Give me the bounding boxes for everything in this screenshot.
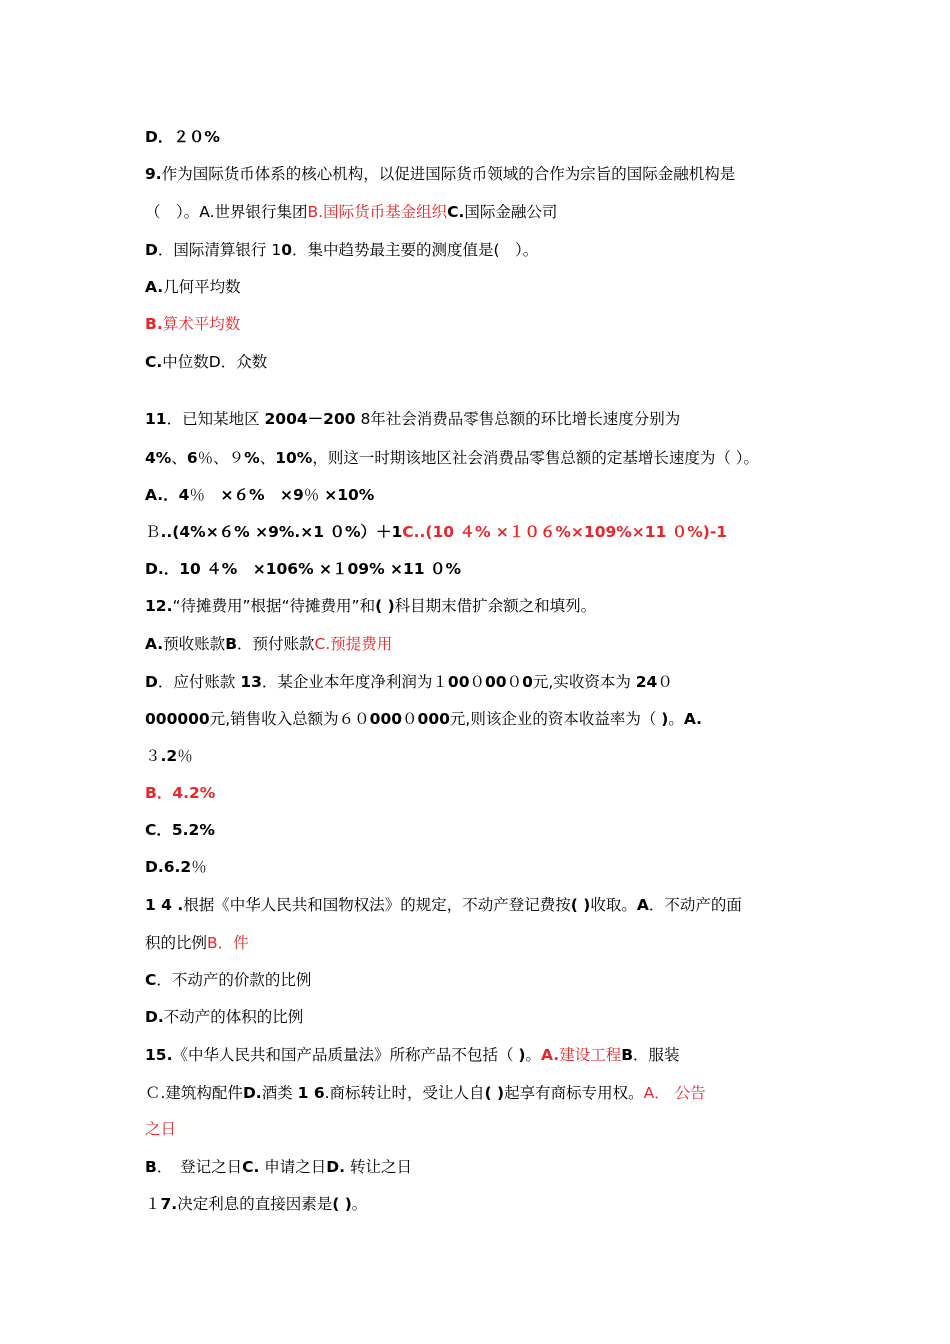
text-segment: 6 <box>186 449 198 467</box>
text-line <box>145 126 825 148</box>
text-segment: 元,销售收入总额为６０ <box>209 710 370 728</box>
text-line <box>145 1118 825 1140</box>
text-segment: 科目期末借扩余额之和填列。 <box>394 597 597 615</box>
text-line <box>145 276 825 298</box>
text-segment: 预收账款 <box>163 635 226 653</box>
text-segment: ． 登记之日 <box>156 1158 243 1176</box>
text-segment: A <box>636 896 649 914</box>
text-segment: Ｃ.建筑构配件 <box>145 1084 243 1102</box>
text-segment: 2004－200 <box>264 410 356 428</box>
text-segment: A. <box>683 710 703 728</box>
text-line <box>145 782 825 804</box>
text-segment: D．众数 <box>208 353 268 371</box>
text-line <box>145 1006 825 1028</box>
text-segment: ．集中趋势最主要的测度值是( ）。 <box>291 241 539 259</box>
text-segment: 9. <box>145 165 162 183</box>
text-segment: 11 <box>145 410 167 428</box>
text-segment: 之日 <box>145 1120 177 1138</box>
text-segment: ( ) <box>484 1084 505 1102</box>
text-line <box>145 671 825 693</box>
text-segment: D. <box>242 1084 262 1102</box>
text-segment: 申请之日 <box>259 1158 327 1176</box>
text-segment: ．服装 <box>633 1046 680 1064</box>
text-line <box>145 408 825 430</box>
text-segment: 00 <box>485 673 507 691</box>
text-segment: D. <box>145 1008 164 1026</box>
text-segment: ) <box>661 710 669 728</box>
text-segment: A. <box>541 1046 560 1064</box>
text-line <box>145 1082 825 1104</box>
text-segment: 几何平均数 <box>163 278 241 296</box>
text-segment: D.．10 ４% ×106% ×１09% ×11 ０% <box>145 560 461 578</box>
text-segment: C. <box>242 1158 260 1176</box>
text-segment: ×６% ×9 <box>220 486 304 504</box>
text-line <box>145 201 825 223</box>
text-line <box>145 239 825 261</box>
text-segment: 1 4 . <box>145 896 184 914</box>
text-line <box>145 595 825 617</box>
text-segment: A． 公告 <box>643 1084 706 1102</box>
text-segment: 1 <box>271 241 282 259</box>
text-segment: ( ) <box>375 597 395 615</box>
text-segment: ．不动产的价款的比例 <box>156 971 312 989</box>
text-segment: A. <box>199 203 215 221</box>
text-segment: ) <box>518 1046 526 1064</box>
text-segment: D. <box>326 1158 346 1176</box>
text-segment: D．２０% <box>145 128 220 146</box>
text-segment: A. <box>145 278 164 296</box>
text-segment: B．件 <box>207 934 249 952</box>
text-segment: 根据《中华人民共和国物权法》的规定，不动产登记费按 <box>183 896 571 914</box>
text-segment: ％ <box>177 747 193 765</box>
text-segment: B. <box>145 315 163 333</box>
text-segment: 建设工程 <box>559 1046 622 1064</box>
text-segment: 。 <box>668 710 684 728</box>
text-segment: 0 <box>522 673 533 691</box>
text-segment: ×10% <box>324 486 375 504</box>
text-segment: ．预付账款 <box>237 635 315 653</box>
text-segment: 000 <box>417 710 450 728</box>
text-segment: C <box>145 971 157 989</box>
text-segment: ３ <box>145 747 161 765</box>
text-segment: （ ）。 <box>145 203 200 221</box>
text-segment: ．不动产的面 <box>648 896 742 914</box>
text-line <box>145 894 825 916</box>
text-segment: ..(4%×６% ×9%.×1 ０%）＋1 <box>160 523 403 541</box>
text-segment: 、 <box>259 449 276 467</box>
text-segment: A. <box>145 635 164 653</box>
text-segment: ０ <box>402 710 418 728</box>
text-segment: Ｂ <box>145 523 161 541</box>
text-line <box>145 1044 825 1066</box>
text-line <box>145 708 825 730</box>
text-line <box>145 856 825 878</box>
text-segment: 元,实收资本为 <box>532 673 636 691</box>
text-segment: C. <box>145 353 163 371</box>
text-segment: 。 <box>525 1046 542 1064</box>
text-segment: ％、９ <box>197 449 245 467</box>
text-segment: 8年社会消费品零售总额的环比增长速度分别为 <box>355 410 681 428</box>
text-segment: ．国际清算银行 <box>157 241 272 259</box>
text-segment: ０ <box>506 673 523 691</box>
text-segment: C. <box>447 203 465 221</box>
text-segment: B <box>145 1158 157 1176</box>
text-line <box>145 313 825 335</box>
text-line <box>145 1156 825 1178</box>
text-segment: 13 <box>240 673 262 691</box>
text-segment: ％ <box>191 858 207 876</box>
text-segment: “待摊费用”根据“待摊费用”和 <box>172 597 376 615</box>
text-segment: 预提费用 <box>330 635 393 653</box>
text-line <box>145 447 825 469</box>
text-segment: % <box>244 449 260 467</box>
text-segment: ．某企业本年度净利润为１ <box>261 673 448 691</box>
text-segment: 收取。 <box>590 896 637 914</box>
text-segment: ，则这一时期该地区社会消费品零售总额的定基增长速度为（ ）。 <box>312 449 759 467</box>
text-segment: ．应付账款 <box>157 673 241 691</box>
text-segment: D <box>145 241 158 259</box>
text-segment: 《中华人民共和国产品质量法》所称产品不包括（ <box>172 1046 519 1064</box>
text-segment: 算术平均数 <box>162 315 241 333</box>
text-segment: 10% <box>275 449 313 467</box>
text-segment: 0 <box>281 241 292 259</box>
text-segment: B <box>225 635 238 653</box>
text-line <box>145 633 825 655</box>
text-line <box>145 351 825 373</box>
text-segment: 00 <box>447 673 470 691</box>
text-segment: 作为国际货币体系的核心机构，以促进国际货币领域的合作为宗旨的国际金融机构是 <box>161 165 736 183</box>
text-segment: C．5.2% <box>145 821 215 839</box>
text-segment: B <box>621 1046 634 1064</box>
text-segment: ( ) <box>570 896 591 914</box>
text-line <box>145 484 825 506</box>
text-segment: C..(10 ４% ×１０６%×109%×11 ０%)-1 <box>402 523 728 541</box>
text-segment: 决定利息的直接因素是 <box>177 1195 333 1213</box>
text-line <box>145 969 825 991</box>
text-segment: .2 <box>160 747 178 765</box>
text-segment: 12. <box>145 597 173 615</box>
text-segment: ％ <box>189 486 221 504</box>
text-segment: 世界银行集团 <box>214 203 308 221</box>
text-segment: 起享有商标专用权。 <box>504 1084 644 1102</box>
text-line <box>145 163 825 185</box>
text-segment: 15. <box>145 1046 173 1064</box>
text-segment: .商标转让时，受让人自 <box>324 1084 485 1102</box>
text-segment: 、 <box>171 449 187 467</box>
text-segment: C. <box>314 635 331 653</box>
text-segment: 24 <box>635 673 658 691</box>
text-segment: 元,则该企业的资本收益率为（ <box>449 710 662 728</box>
text-line <box>145 558 825 580</box>
text-segment: 000 <box>369 710 403 728</box>
text-segment: B.国际货币基金组织 <box>307 203 448 221</box>
text-segment: １ <box>145 1195 161 1213</box>
text-line <box>145 521 825 543</box>
text-segment: ０ <box>657 673 673 691</box>
text-line <box>145 745 825 767</box>
text-segment: 不动产的体积的比例 <box>163 1008 304 1026</box>
text-segment: B．4.2% <box>145 784 216 802</box>
text-segment: 中位数 <box>162 353 209 371</box>
text-segment: ０ <box>469 673 485 691</box>
text-segment: 积的比例 <box>145 934 208 952</box>
text-segment: ％ <box>303 486 325 504</box>
text-line <box>145 932 825 954</box>
text-segment: ( ) <box>332 1195 352 1213</box>
text-segment: D.6.2 <box>145 858 192 876</box>
text-segment: 国际金融公司 <box>464 203 558 221</box>
text-segment: 4% <box>145 449 172 467</box>
text-segment: 000000 <box>145 710 210 728</box>
text-segment: 转让之日 <box>345 1158 412 1176</box>
text-segment: A.．4 <box>145 486 190 504</box>
text-segment: D <box>145 673 158 691</box>
text-segment: 。 <box>351 1195 368 1213</box>
text-line <box>145 1193 825 1215</box>
text-segment: 1 6 <box>297 1084 325 1102</box>
text-line <box>145 819 825 841</box>
text-segment: 酒类 <box>261 1084 298 1102</box>
text-segment: ．已知某地区 <box>166 410 265 428</box>
text-segment: 7. <box>160 1195 178 1213</box>
